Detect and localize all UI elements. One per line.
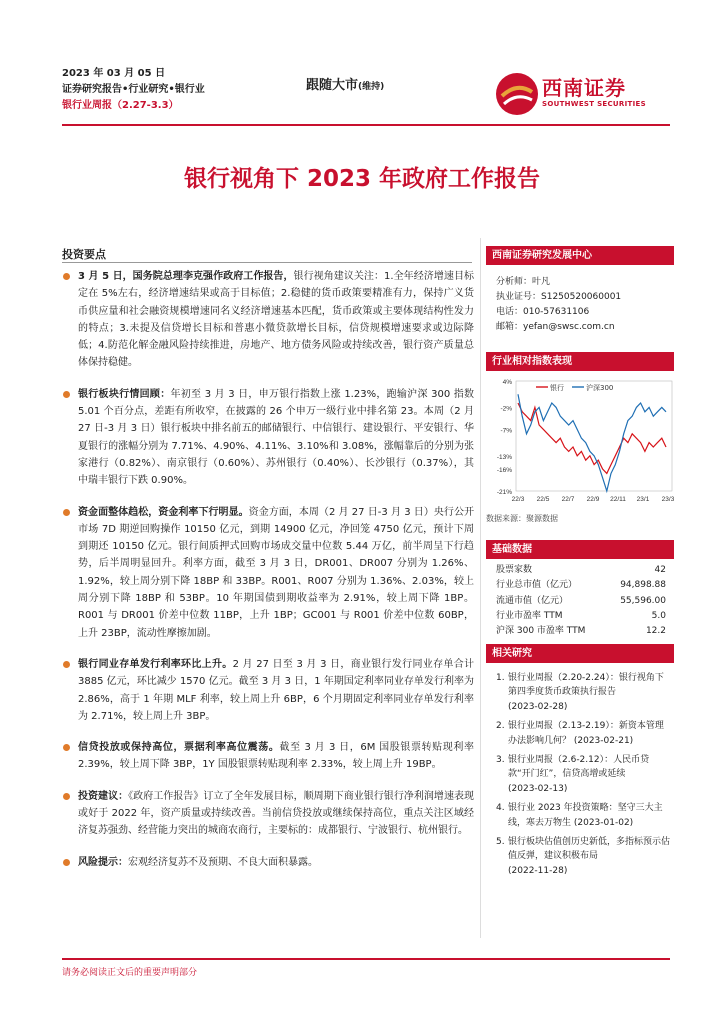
bullet-item: [62, 656, 474, 725]
bullet-dot-icon: [63, 391, 70, 398]
bullet-dot-icon: [63, 859, 70, 866]
bullet-body: 宏观经济复苏不及预期、不良大面积暴露。: [128, 856, 318, 868]
related-title[interactable]: 银行业周报（2.20-2.24）：银行视角下第四季度货币政策执行报告: [508, 673, 664, 698]
plot-frame: [516, 381, 672, 491]
y-tick-label: -2%: [500, 405, 512, 413]
y-tick-label: 4%: [502, 379, 512, 386]
bullet-dot-icon: [63, 509, 70, 516]
data-row: [496, 563, 666, 578]
research-center-panel: [486, 246, 674, 335]
rating: [306, 74, 384, 93]
data-key: 流通市值（亿元）: [496, 595, 569, 606]
related-num: 5.: [496, 837, 505, 848]
bullet-dot-icon: [63, 661, 70, 668]
data-value: 94,898.88: [620, 580, 666, 591]
data-value: 42: [654, 565, 666, 575]
bullet-head: 银行同业存单发行利率环比上升。: [78, 658, 233, 670]
x-tick-label: 22/11: [610, 496, 626, 503]
related-date: (2023-02-13): [508, 783, 568, 794]
section-rule: [62, 262, 472, 263]
related-heading: 相关研究: [486, 644, 674, 663]
data-key: 行业总市值（亿元）: [496, 580, 578, 591]
related-item[interactable]: [496, 671, 670, 714]
y-tick-label: -21%: [496, 489, 512, 496]
bullet-item: [62, 854, 474, 871]
logo-text: 西南证券: [542, 76, 626, 100]
bullet-item: [62, 386, 474, 490]
related-research-panel: [486, 644, 674, 883]
data-key: 沪深 300 市盈率 TTM: [496, 626, 586, 637]
bullet-body: 截至 3 月 3 日，6M 国股银票转贴现利率 2.39%，较上周下降 3BP，1Y 国股银票转贴现利率 2.33%，较上周上升 19BP。: [78, 742, 475, 771]
report-meta: [62, 66, 205, 114]
relative-index-chart: [486, 375, 674, 507]
related-title[interactable]: 银行业周报（2.13-2.19）：新资本管理办法影响几何？ (2023-02-21): [508, 721, 664, 746]
bullet-head: 资金面整体趋松，资金利率下行明显。: [78, 506, 249, 518]
y-tick-label: -13%: [496, 453, 512, 461]
y-tick-label: -7%: [500, 427, 512, 435]
bullet-item: [62, 504, 474, 642]
related-title[interactable]: 银行业 2023 年投资策略：坚守三大主线，寒去万物生 (2023-01-02): [508, 803, 663, 828]
related-title[interactable]: 银行板块估值创历史新低，多指标预示估值反弹，建议积极布局: [508, 837, 671, 862]
data-value: 55,596.00: [620, 595, 666, 606]
bullet-dot-icon: [63, 793, 70, 800]
bullet-body: 《政府工作报告》订立了全年发展目标，顺周期下商业银行银行净利润增速表现或好于 2022 年，资产质量或持续改善。当前信贷投放或继续保持高位，重点关注区域经济复苏强劲、经营能力突出的城商农商行，主要标的：成都银行、宁波银行、杭州银行。: [78, 790, 475, 837]
rating-note: (维持): [358, 82, 385, 92]
bullet-body: 2 月 27 日至 3 月 3 日，商业银行发行同业存单合计 3885 亿元，环比减少 1570 亿元。截至 3 月 3 日，1 年期国定利率同业存单发行利率为 2.86%，高于 1 年期 MLF 利率，较上周上升 6BP，6 个月期固定利率同业存单发行利率为 2.71%，较上周上升 3BP。: [78, 658, 475, 722]
x-tick-label: 22/7: [561, 496, 575, 503]
data-key: 行业市盈率 TTM: [496, 610, 563, 621]
data-key: 股票家数: [496, 565, 533, 575]
phone-number: 电话：010-57631106: [496, 307, 590, 317]
bullet-dot-icon: [63, 744, 70, 751]
related-num: 1.: [496, 673, 505, 683]
research-center-heading: 西南证券研究发展中心: [486, 246, 674, 265]
footer-rule: [62, 958, 670, 960]
x-tick-label: 23/1: [636, 496, 650, 503]
series-line-hs300: [518, 394, 666, 491]
x-tick-label: 23/3: [661, 496, 674, 503]
data-value: 12.2: [645, 626, 666, 637]
legend-label: 银行: [550, 384, 564, 392]
email-address: 邮箱：yefan@swsc.com.cn: [496, 322, 615, 332]
related-title[interactable]: 银行业周报（2.6-2.12）：人民币贷款“开门红”，信贷高增或延续: [508, 755, 650, 780]
section-title: 投资要点: [62, 248, 106, 261]
data-row: [496, 624, 666, 639]
column-divider: [480, 238, 481, 938]
legend-label: 沪深300: [586, 384, 614, 392]
license-number: 执业证号：S1250520060001: [496, 292, 622, 302]
data-value: 5.0: [651, 610, 666, 621]
basic-data-heading: 基础数据: [486, 540, 674, 559]
data-row: [496, 578, 666, 593]
bullet-item: [62, 788, 474, 840]
data-row: [496, 594, 666, 609]
bullet-head: 3 月 5 日，国务院总理李克强作政府工作报告，: [78, 271, 294, 282]
y-tick-label: -16%: [496, 467, 512, 474]
bullet-head: 信贷投放或保持高位，票据利率高位震荡。: [78, 742, 280, 754]
x-tick-label: 22/9: [586, 496, 600, 503]
header-rule: [62, 124, 670, 126]
index-chart-panel: [486, 352, 674, 524]
bullet-list: [62, 268, 474, 885]
related-item[interactable]: [496, 753, 670, 796]
bullet-item: [62, 739, 474, 774]
bullet-body: 银行视角建议关注：1.全年经济增速目标定在 5%左右，经济增速结果或高于目标值；2.稳健的货币政策要精准有力，保持广义货币供应量和社会融资规模增速同名义经济增速基本匹配，货币政策或主要体现结构性发力的特点；3.未提及信贷增长目标和普惠小微贷款增长目标，信贷规模增速要求或边际降低；4.防范化解金融风险持续推进，房地产、地方债务风险或持续改善，银行资产质量总体保持稳健。: [78, 271, 474, 369]
x-tick-label: 22/3: [511, 496, 525, 503]
footer-disclaimer: 请务必阅读正文后的重要声明部分: [62, 968, 198, 978]
x-tick-label: 22/5: [536, 496, 550, 503]
bullet-head: 风险提示：: [78, 856, 128, 868]
bullet-body: 资金方面，本周（2 月 27 日-3 月 3 日）央行公开市场 7D 期逆回购操作 10150 亿元，到期 14900 亿元，净回笼 4750 亿元，预计下周到期还 10150 亿元。银行间质押式回购市场成交量中位数 5.44 万亿，前半周呈下行趋势，后半周明显回升。利率方面，截至 3 月 3 日，DR001、DR007 分别为 1.26%、1.92%，较上周分别下降 18BP 和 33BP。R001、R007 分别为 1.36%、2.03%，较上周分别下降 18BP 和 53BP。10 年期国债到期收益率为 2.91%，较上周下降 1BP。R001 与 DR001 价差中位数 11BP，上升 1BP；GC001 与 R001 价差中位数 60BP，上升 23BP，流动性摩擦加剧。: [78, 506, 474, 639]
rating-text: 跟随大市: [306, 78, 359, 93]
related-num: 4.: [496, 803, 505, 814]
chart-source: 数据来源：聚源数据: [486, 514, 558, 523]
report-name: 银行业周报（2.27-3.3）: [62, 100, 179, 111]
page-title: 银行视角下 2023 年政府工作报告: [183, 166, 541, 192]
report-date: 2023 年 03 月 05 日: [62, 68, 166, 79]
analyst-name: 分析师：叶凡: [496, 277, 551, 287]
related-date: (2023-02-28): [508, 701, 568, 712]
related-num: 3.: [496, 755, 505, 766]
data-row: [496, 609, 666, 624]
related-num: 2.: [496, 721, 505, 732]
basic-data-panel: [486, 540, 674, 639]
related-item[interactable]: [496, 801, 670, 830]
bullet-head: 银行板块行情回顾：: [78, 388, 171, 400]
report-category: 证券研究报告•行业研究•银行业: [62, 84, 205, 95]
chart-heading: 行业相对指数表现: [486, 352, 674, 371]
related-date: (2022-11-28): [508, 865, 568, 876]
bullet-dot-icon: [63, 273, 70, 280]
bullet-item: [62, 268, 474, 372]
logo-sub: SOUTHWEST SECURITIES: [542, 100, 646, 108]
bullet-head: 投资建议：: [78, 790, 129, 802]
bullet-body: 年初至 3 月 3 日，申万银行指数上涨 1.23%，跑输沪深 300 指数 5.01 个百分点，差距有所收窄，在披露的 26 个申万一级行业中排名第 23。本周（2 月 27 日-3 月 3 日）银行板块中排名前五的邮储银行、中信银行、建设银行、平安银行、华夏银行的涨幅分别为 7.71%、4.90%、4.11%、3.10%和 3.08%，涨幅靠后的分别为张家港行（0.82%）、南京银行（0.60%）、苏州银行（0.40%）、长沙银行（0.37%），其中瑞丰银行下跌 0.90%。: [78, 388, 474, 487]
series-line-bank: [518, 403, 666, 473]
related-item[interactable]: [496, 835, 670, 878]
related-item[interactable]: [496, 719, 670, 748]
